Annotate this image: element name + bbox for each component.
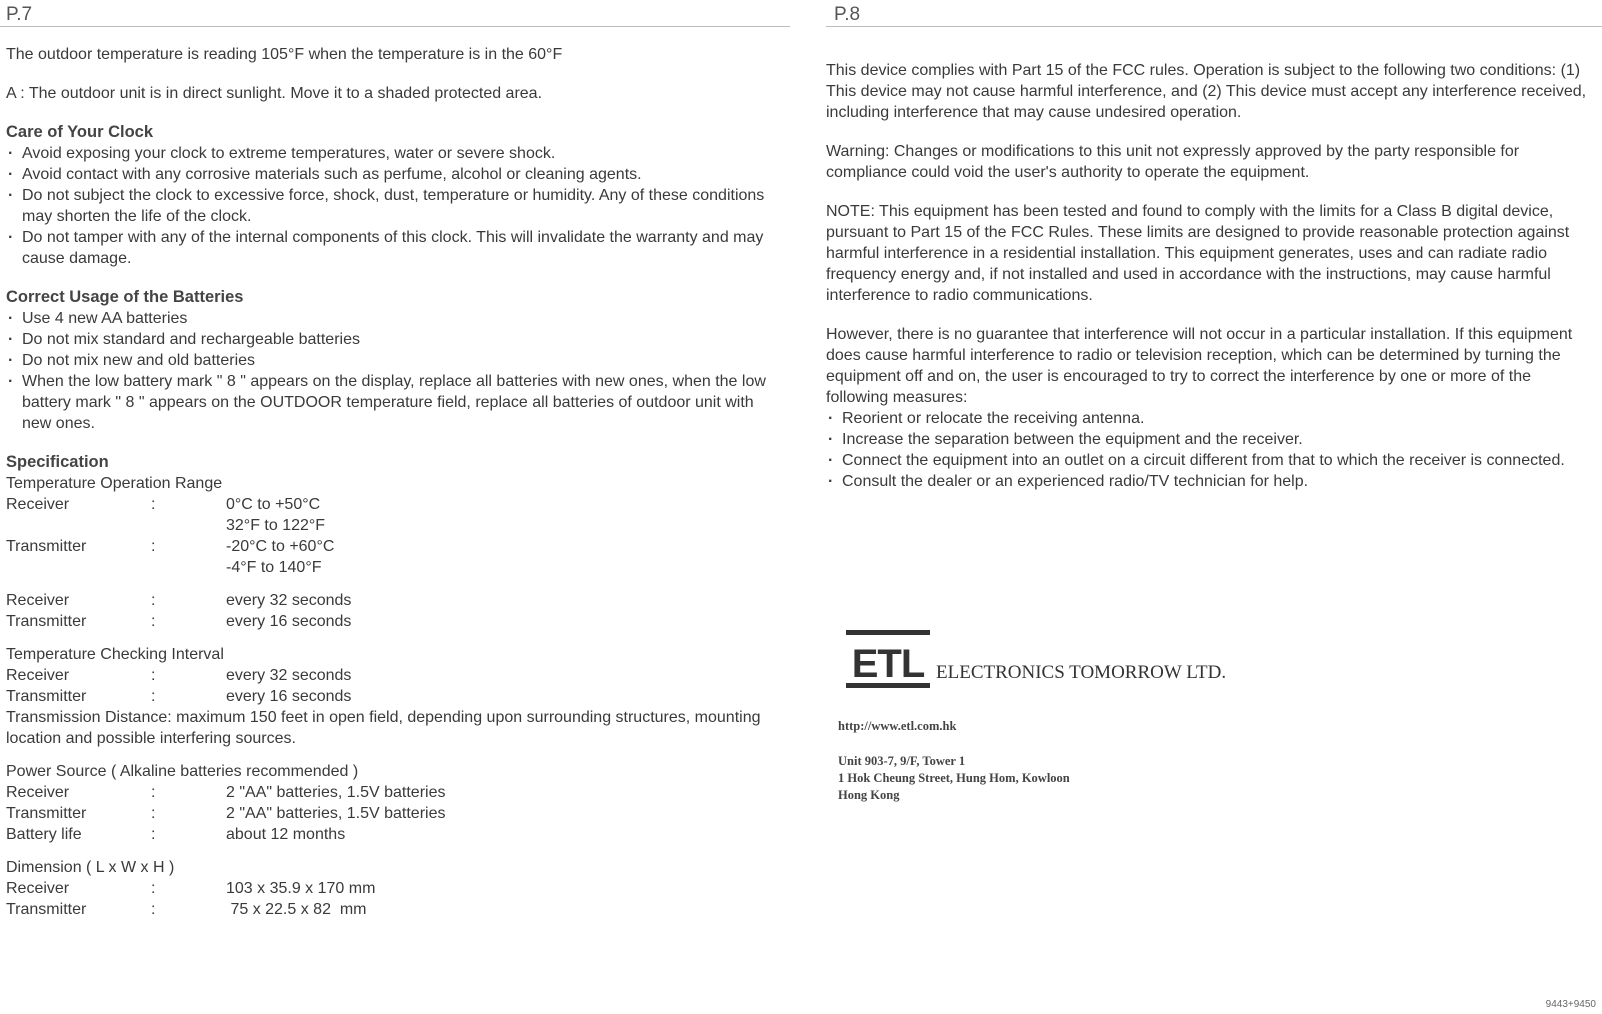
spec-row <box>6 686 786 707</box>
spec-row <box>6 803 786 824</box>
header-rule-right <box>826 26 1602 27</box>
spec-label: Transmitter <box>6 805 87 822</box>
batteries-heading: Correct Usage of the Batteries <box>6 288 244 306</box>
spec-row <box>6 782 786 803</box>
transmission-distance: Transmission Distance: maximum 150 feet in open field, depending upon surrounding structures, mounting location and possible interfering sources. <box>6 709 761 747</box>
etl-logo-icon <box>846 630 930 688</box>
spec-row <box>6 824 786 845</box>
company-logo-block <box>846 630 1226 688</box>
measure-item: · Connect the equipment into an outlet on a circuit different from that to which the receiver is connected. <box>826 450 1596 471</box>
spec-colon: : <box>151 592 156 609</box>
battery-item: · Use 4 new AA batteries <box>6 308 786 329</box>
address-line: Hong Kong <box>838 788 900 802</box>
spec-heading: Specification <box>6 453 109 471</box>
battery-item: · Do not mix new and old batteries <box>6 350 786 371</box>
measure-item: · Consult the dealer or an experienced radio/TV technician for help. <box>826 471 1596 492</box>
spec-colon: : <box>151 784 156 801</box>
measure-item: · Increase the separation between the equipment and the receiver. <box>826 429 1596 450</box>
care-item: · Avoid contact with any corrosive materials such as perfume, alcohol or cleaning agents. <box>6 164 786 185</box>
spec-label: Transmitter <box>6 901 87 918</box>
spec-value: 2 "AA" batteries, 1.5V batteries <box>226 784 446 801</box>
spec-value: -4°F to 140°F <box>226 559 322 576</box>
print-code: 9443+9450 <box>1545 999 1596 1010</box>
spec-row <box>6 515 786 536</box>
spec-value: 32°F to 122°F <box>226 517 326 534</box>
spec-label: Receiver <box>6 880 70 897</box>
however-paragraph: However, there is no guarantee that interference will not occur in a particular installation. If this equipment does cause harmful interference to radio or television reception, which can be determined by turning the equipment off and on, the user is encouraged to try to correct the interference by one or more of the following measures: <box>826 326 1573 406</box>
measures-list <box>826 408 1596 492</box>
spec-value: every 32 seconds <box>226 667 352 684</box>
etl-logo-text: ETL <box>851 642 925 686</box>
fcc-paragraph: This device complies with Part 15 of the FCC rules. Operation is subject to the following two conditions: (1) This device may not cause harmful interference, and (2) This device must accept any interference received, including interference that may cause undesired operation. <box>826 62 1587 121</box>
batteries-list <box>6 308 786 434</box>
spec-label: Receiver <box>6 496 70 513</box>
spec-row <box>6 494 786 515</box>
spec-row <box>6 665 786 686</box>
care-heading: Care of Your Clock <box>6 123 154 141</box>
care-item: · Avoid exposing your clock to extreme temperatures, water or severe shock. <box>6 143 786 164</box>
spec-value: 0°C to +50°C <box>226 496 321 513</box>
spec-colon: : <box>151 667 156 684</box>
spec-colon: : <box>151 613 156 630</box>
company-name: ELECTRONICS TOMORROW LTD. <box>936 662 1227 683</box>
left-page-content <box>6 44 786 920</box>
spec-colon: : <box>151 805 156 822</box>
spec-label: Transmitter <box>6 613 87 630</box>
spec-colon: : <box>151 538 156 555</box>
spec-value: 2 "AA" batteries, 1.5V batteries <box>226 805 446 822</box>
spec-row <box>6 878 786 899</box>
spec-value: 103 x 35.9 x 170 mm <box>226 880 376 897</box>
battery-item: · Do not mix standard and rechargeable batteries <box>6 329 786 350</box>
note-paragraph: NOTE: This equipment has been tested and found to comply with the limits for a Class B digital device, pursuant to Part 15 of the FCC Rules. These limits are designed to provide reasonable protection against harmful interference in a residential installation. This equipment generates, uses and can radiate radio frequency energy and, if not installed and used in accordance with the instructions, may cause harmful interference to radio communications. <box>826 203 1570 304</box>
spec-label: Transmitter <box>6 538 87 555</box>
address-line: 1 Hok Cheung Street, Hung Hom, Kowloon <box>838 771 1070 785</box>
spec-value: every 16 seconds <box>226 613 352 630</box>
spec-value: -20°C to +60°C <box>226 538 335 555</box>
check-interval-label: Temperature Checking Interval <box>6 646 224 663</box>
spec-value: 75 x 22.5 x 82 mm <box>226 901 367 918</box>
faq-answer: A : The outdoor unit is in direct sunlight. Move it to a shaded protected area. <box>6 85 543 102</box>
spec-value: about 12 months <box>226 826 346 843</box>
dimension-label: Dimension ( L x W x H ) <box>6 859 175 876</box>
power-source-label: Power Source ( Alkaline batteries recommended ) <box>6 763 359 780</box>
page-number-left: P.7 <box>6 4 33 25</box>
spec-row <box>6 557 786 578</box>
spec-row <box>6 536 786 557</box>
spec-colon: : <box>151 826 156 843</box>
spec-label: Receiver <box>6 784 70 801</box>
spec-label: Receiver <box>6 592 70 609</box>
header-rule-left <box>0 26 790 27</box>
care-list <box>6 143 786 269</box>
spec-colon: : <box>151 880 156 897</box>
page-number-right: P.8 <box>834 4 861 25</box>
spec-row <box>6 590 786 611</box>
company-website: http://www.etl.com.hk <box>838 719 957 733</box>
spec-label: Battery life <box>6 826 82 843</box>
faq-question: The outdoor temperature is reading 105°F when the temperature is in the 60°F <box>6 46 563 63</box>
right-page-content <box>826 60 1596 492</box>
care-item: · Do not subject the clock to excessive force, shock, dust, temperature or humidity. Any of these conditions may shorten the life of the clock. <box>6 185 786 227</box>
address-line: Unit 903-7, 9/F, Tower 1 <box>838 754 966 768</box>
spec-colon: : <box>151 688 156 705</box>
battery-item: · When the low battery mark " 8 " appears on the display, replace all batteries with new ones, when the low battery mark " 8 " appears on the OUTDOOR temperature field, replace all batteries of outdoor unit with new ones. <box>6 371 786 434</box>
spec-row <box>6 899 786 920</box>
company-address <box>838 718 1070 804</box>
spec-colon: : <box>151 496 156 513</box>
warning-paragraph: Warning: Changes or modifications to this unit not expressly approved by the party responsible for compliance could void the user's authority to operate the equipment. <box>826 143 1520 181</box>
measure-item: · Reorient or relocate the receiving antenna. <box>826 408 1596 429</box>
spec-value: every 32 seconds <box>226 592 352 609</box>
spec-colon: : <box>151 901 156 918</box>
spec-label: Receiver <box>6 667 70 684</box>
spec-row <box>6 611 786 632</box>
care-item: · Do not tamper with any of the internal components of this clock. This will invalidate the warranty and may cause damage. <box>6 227 786 269</box>
spec-value: every 16 seconds <box>226 688 352 705</box>
spec-label: Transmitter <box>6 688 87 705</box>
temp-range-label: Temperature Operation Range <box>6 475 223 492</box>
